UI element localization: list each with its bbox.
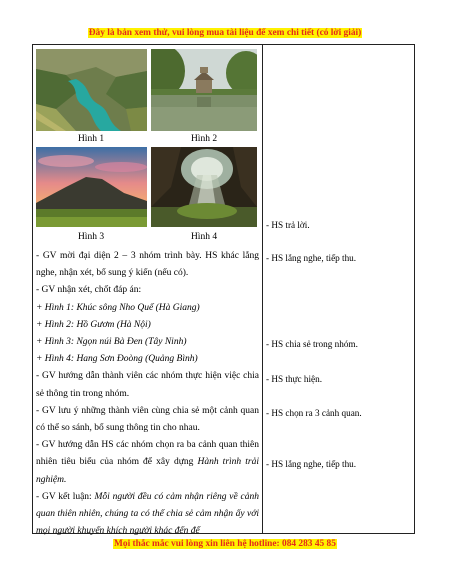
student-response-5: - HS chọn ra 3 cảnh quan. [266,408,362,418]
caption-hinh-4: Hình 4 [190,232,218,242]
caption-hinh-1: Hình 1 [77,134,105,144]
student-response-6: - HS lắng nghe, tiếp thu. [266,459,357,469]
teacher-activities [36,248,259,540]
caption-hinh-2: Hình 2 [190,134,218,144]
answer-hinh-1: + Hình 1: Khúc sông Nho Quế (Hà Giang) [36,302,200,313]
student-response-3: - HS chia sẻ trong nhóm. [266,339,358,349]
teacher-step-note: - GV lưu ý những thành viên cùng chia sẻ một cảnh quan có thể so sánh, bổ sung thông tin cho nhau. [36,405,259,434]
image-ho-guom [151,49,257,131]
preview-notice-text: Đây là bản xem thử, vui lòng mua tài liệu để xem chi tiết (có lời giải) [88,28,362,38]
preview-notice-banner [0,27,450,39]
hotline-banner [0,538,450,550]
teacher-step-summary [36,489,259,541]
student-response-2: - HS lắng nghe, tiếp thu. [266,253,357,263]
teacher-summary-text: Mỗi người đều có cảm nhận riêng về cảnh quan thiên nhiên, chúng ta có thể chia sẻ cảm nhận ấy với mọi người khuyến khích người khác đến để [36,491,259,537]
teacher-step-conclude: - GV nhận xét, chốt đáp án: [36,285,142,296]
image-hang-son-doong [151,147,257,227]
caption-hinh-3: Hình 3 [77,232,105,242]
teacher-step-share: - GV hướng dẫn thành viên các nhóm thực hiện việc chia sẻ thông tin trong nhóm. [36,371,259,399]
journey-title: Hành trình trải nghiệm. [36,457,259,485]
image-nui-ba-den [36,147,147,227]
teacher-step-select [36,437,259,489]
image-nho-que-river [36,49,147,131]
teacher-summary-label: - GV kết luận: [36,491,95,502]
answer-hinh-4: + Hình 4: Hang Sơn Đoòng (Quảng Bình) [36,354,198,365]
teacher-step-select-text: - GV hướng dẫn HS các nhóm chọn ra ba cảnh quan thiên nhiên tiêu biểu của nhóm để xây dựng [36,440,259,468]
student-response-1: - HS trả lời. [266,220,310,230]
answer-hinh-3: + Hình 3: Ngọn núi Bà Đen (Tây Ninh) [36,337,187,348]
teacher-step-present: - GV mời đại diện 2 – 3 nhóm trình bày. HS khác lắng nghe, nhận xét, bổ sung ý kiến (nếu có). [36,251,259,279]
column-divider [262,45,263,533]
answer-hinh-2: + Hình 2: Hồ Gươm (Hà Nội) [36,319,151,330]
hotline-text: Mọi thắc mắc vui lòng xin liên hệ hotline: 084 283 45 85 [114,539,336,549]
student-response-4: - HS thực hiện. [266,374,323,384]
lesson-table [32,44,415,537]
